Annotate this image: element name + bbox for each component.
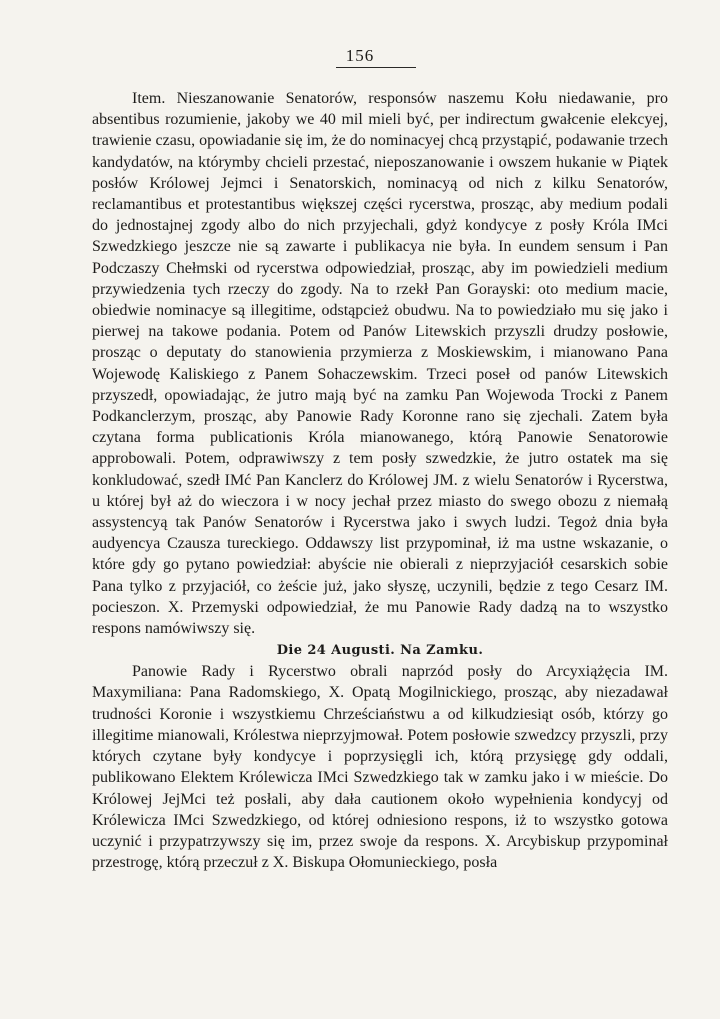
page-number-rule [336,67,416,68]
page-number: 156 [345,46,375,65]
body-text [92,88,668,873]
paragraph-1: Item. Nieszanowanie Senatorów, responsów naszemu Kołu niedawanie, pro absentibus rozumienie, jakoby we 40 mil mieli być, per indirectum gwałcenie elekcyej, trawienie czasu, opowiadanie się im, że do nominacyej chcą przystąpić, podawanie trzech kandydatów, na którymby chcieli przestać, nieposzanowanie i owszem hukanie w Piątek posłów Królowej Jejmci i Senatorskich, nominacyą od nich z kilku Senatorów, reclamantibus et protestantibus większej części rycerstwa, prosząc, aby medium podali do jednostajnej zgody albo do nich przyjechali, gdyż kondycye z posły Króla IMci Szwedzkiego jeszcze nie są zawarte i publikacya nie była. In eundem sensum i Pan Podczaszy Chełmski od rycerstwa odpowiedział, prosząc, aby im powiedzieli medium przywiedzenia tych rzeczy do zgody. Na to rzekł Pan Gorayski: oto medium macie, obiedwie nominacye są illegitime, odstąpcież obudwu. Na to powiedziało mu się jako i pierwej na takowe podania. Potem od Panów Litewskich przyszli drudzy posłowie, prosząc o deputaty do stanowienia przymierza z Moskiewskim, i mianowano Pana Wojewodę Kaliskiego z Panem Sohaczewskim. Trzeci poseł od panów Litewskich przyszedł, opowiadając, że jutro mają być na zamku Pan Wojewoda Trocki z Panem Podkanclerzym, prosząc, aby Panowie Rady Koronne rano się zjechali. Zatem była czytana forma publicationis Króla mianowanego, którą Panowie Senatorowie approbowali. Potem, odprawiwszy z tem posły szwedzkie, że jutro ostatek ma się konkludować, szedł IMć Pan Kanclerz do Królowej JM. z wielu Senatorów i Rycerstwa, u której był aż do wieczora i w nocy jechał przez miasto do swego obozu z niemałą assystencyą tak Panów Senatorów i Rycerstwa jako i swych ludzi. Tegoż dnia była audyencya Czausza tureckiego. Oddawszy list przypominał, iż ma ustne wskazanie, o które gdy go pytano powiedział: abyście nie obierali z nieprzyjaciół cesarskich sobie Pana tylko z przyjaciół, co żeście już, jako słyszę, uczynili, będzie z tego Cesarz IM. pocieszon. X. Przemyski odpowiedział, że mu Panowie Rady dadzą na to wszystko respons namówiwszy się. [92,90,668,638]
paragraph-2: Panowie Rady i Rycerstwo obrali naprzód posły do Arcyxiążęcia IM. Maxymiliana: Pana Radomskiego, X. Opatą Mogilnickiego, prosząc, aby niezadawał trudności Koronie i wszystkiemu Chrześciaństwu a od kilkudziesiąt osób, którzy go illegitime mianowali, Królestwa nieprzyjmował. Potem posłowie szwedzcy przyszli, przy których czytane były kondycye i poprzysięgli ich, którą przysięgę gdy oddali, publikowano Elektem Królewicza IMci Szwedzkiego tak w zamku jako i w mieście. Do Królowej JejMci też posłali, aby dała cautionem około wypełnienia kondycyj od Królewicza IMci Szwedzkiego, od której odniesiono respons, iż to wszystko gotowa uczynić i przypatrzywszy się im, przez swoje da respons. X. Arcybiskup przypominał przestrogę, którą przeczuł z X. Biskupa Ołomunieckiego, posła [92,663,668,872]
section-heading: Die 24 Augusti. Na Zamku. [276,643,484,659]
